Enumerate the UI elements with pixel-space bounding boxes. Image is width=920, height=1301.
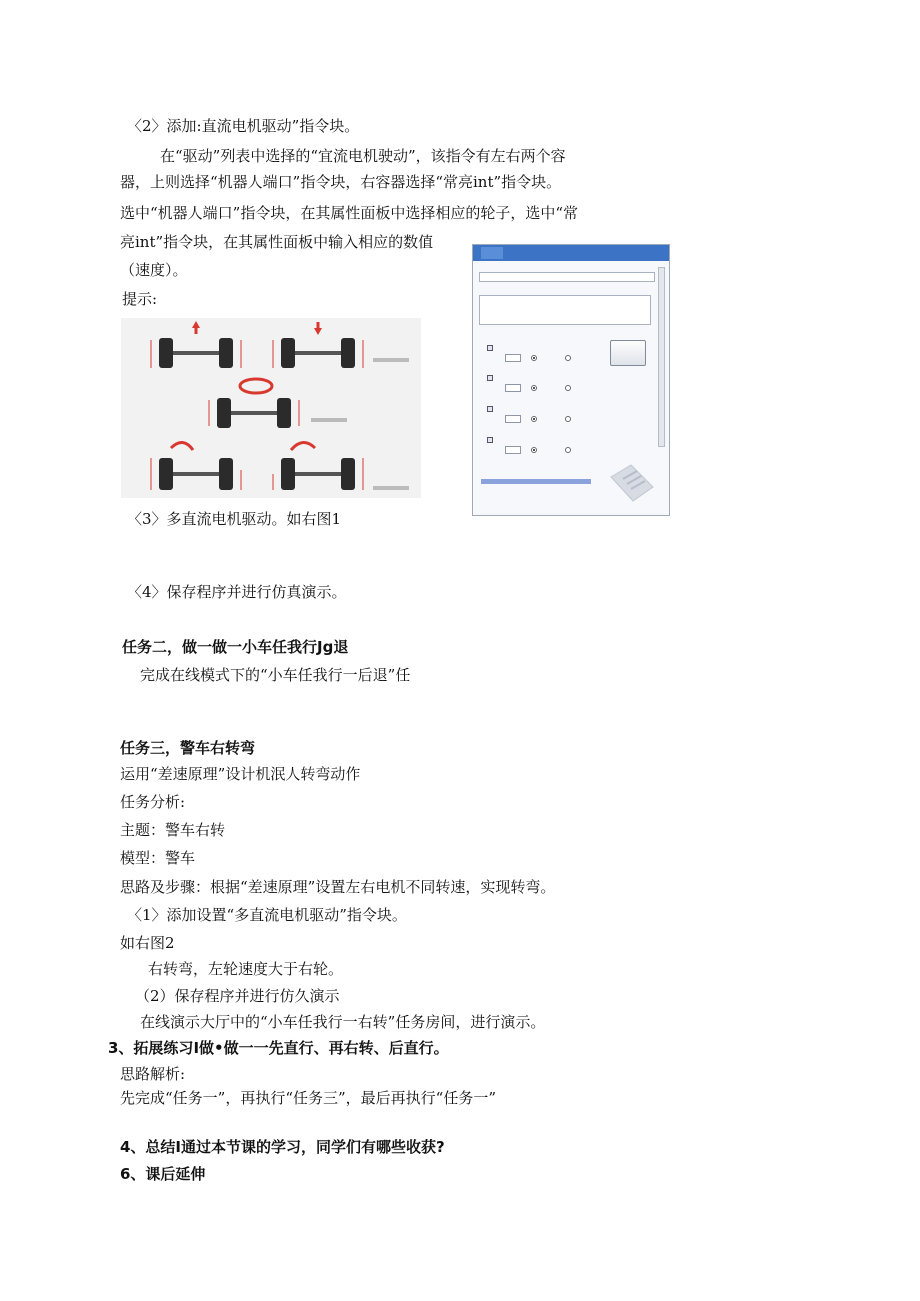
paragraph-line: 先完成“任务一”，再执行“任务三”，最后再执行“任务一” — [120, 1089, 497, 1107]
panel-tab[interactable] — [481, 247, 503, 259]
wheel-pair-turn-left — [151, 442, 241, 490]
paragraph-line: （2）保存程序并进行仿久演示 — [135, 987, 340, 1005]
paragraph-line: 〈1〉添加设置“多直流电机驱动”指令块。 — [127, 906, 407, 924]
wheel-diagram-figure — [121, 318, 421, 498]
paragraph-line: 思路解析: — [120, 1065, 186, 1083]
reverse-radio[interactable] — [565, 447, 571, 453]
apply-button[interactable] — [610, 340, 646, 366]
name-field[interactable] — [479, 272, 655, 282]
forward-radio[interactable] — [531, 447, 537, 453]
speed-input[interactable] — [505, 415, 521, 423]
motor-checkbox[interactable] — [487, 375, 493, 381]
forward-radio[interactable] — [531, 416, 537, 422]
paragraph-line: 模型：警车 — [120, 849, 196, 867]
motor-checkbox[interactable] — [487, 437, 493, 443]
reverse-radio[interactable] — [565, 355, 571, 361]
properties-panel — [472, 244, 670, 516]
panel-hint-link[interactable] — [481, 479, 591, 484]
motor-checkbox[interactable] — [487, 406, 493, 412]
paragraph-line: 运用“差速原理”设计机泯人转弯动作 — [120, 765, 361, 783]
wheel-pair-forward — [151, 321, 241, 368]
document-watermark-icon — [601, 457, 661, 507]
paragraph-line: 亮int”指令块，在其属性面板中输入相应的数值 — [120, 233, 434, 251]
section-3-heading: 3、拓展练习Ⅰ做•做一一先直行、再右转、后直行。 — [108, 1039, 449, 1057]
reverse-radio[interactable] — [565, 416, 571, 422]
speed-input[interactable] — [505, 384, 521, 392]
paragraph-line: 如右图2 — [120, 934, 175, 952]
hint-label: 提示: — [122, 290, 158, 308]
paragraph-line: 选中“机器人端口”指令块，在其属性面板中选择相应的轮子，选中“常 — [120, 204, 579, 222]
paragraph-line: 任务分析: — [120, 793, 186, 811]
section-4-heading: 4、总结Ⅰ通过本节课的学习，同学们有哪些收获? — [120, 1138, 445, 1156]
wheel-pair-turn-right — [273, 442, 409, 490]
wheel-diagram — [121, 318, 421, 498]
wheel-pair-backward — [273, 322, 409, 368]
note-textarea[interactable] — [479, 295, 651, 325]
panel-tab[interactable] — [519, 247, 541, 259]
panel-tab-bar — [473, 245, 669, 261]
reverse-radio[interactable] — [565, 385, 571, 391]
task-three-heading: 任务三，警车右转弯 — [120, 739, 256, 757]
section-6-heading: 6、课后延伸 — [120, 1165, 206, 1183]
speed-input[interactable] — [505, 446, 521, 454]
wheel-pair-rotate — [209, 379, 347, 428]
step-3-line: 〈3〉多直流电机驱动。如右图1 — [127, 510, 342, 528]
paragraph-line: 主题：警车右转 — [120, 821, 226, 839]
motor-checkbox[interactable] — [487, 345, 493, 351]
paragraph-line: 在线演示大厅中的“小车任我行一右转”任务房间，进行演示。 — [140, 1013, 546, 1031]
task-two-heading: 任务二，做一做一小车任我行Jg退 — [122, 638, 349, 656]
paragraph-line: 思路及步骤：根据“差速原理”设置左右电机不同转速，实现转弯。 — [120, 878, 556, 896]
paragraph-line: 器，上则选择“机器人端口”指令块，右容器选择“常亮int”指令块。 — [120, 173, 562, 191]
step-2-line: 〈2〉添加:直流电机驱动”指令块。 — [127, 117, 360, 135]
paragraph-line: 右转弯，左轮速度大于右轮。 — [148, 960, 344, 978]
paragraph-line: （速度）。 — [120, 261, 188, 279]
panel-tab[interactable] — [557, 247, 579, 259]
panel-scrollbar[interactable] — [658, 267, 665, 447]
step-4-line: 〈4〉保存程序并进行仿真演示。 — [127, 583, 347, 601]
paragraph-line: 在“驱动”列表中选择的“宜流电机驶动”，该指令有左右两个容 — [160, 147, 566, 165]
forward-radio[interactable] — [531, 385, 537, 391]
speed-input[interactable] — [505, 354, 521, 362]
paragraph-line: 完成在线模式下的“小车任我行一后退”任 — [140, 666, 411, 684]
forward-radio[interactable] — [531, 355, 537, 361]
